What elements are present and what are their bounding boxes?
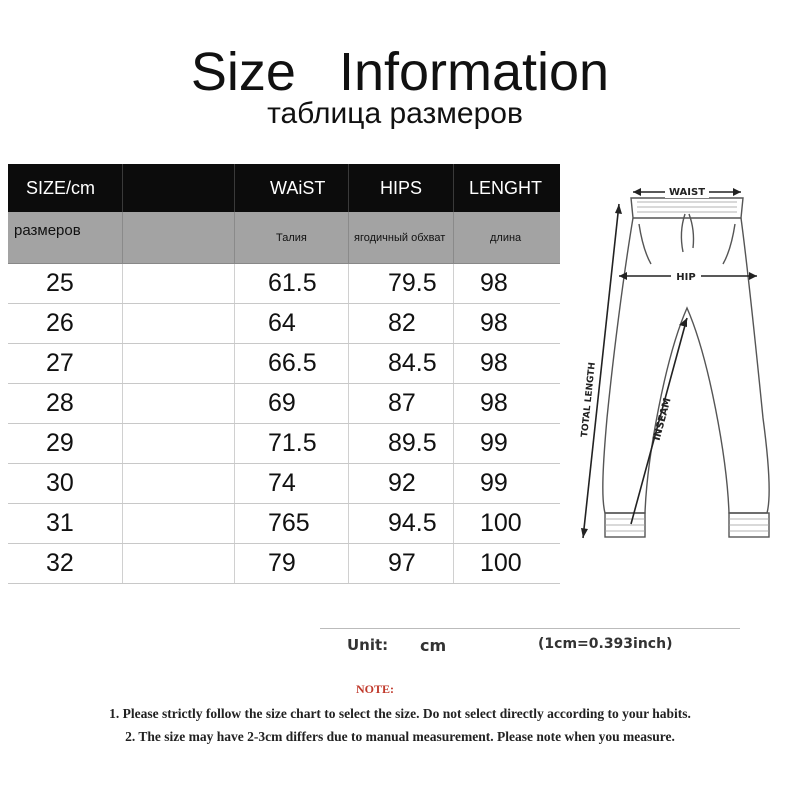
note-heading: NOTE: bbox=[356, 682, 395, 696]
header-size: SIZE/cm bbox=[26, 177, 96, 198]
cell-hips: 82 bbox=[388, 309, 416, 337]
table-subheader-row bbox=[8, 212, 560, 264]
subheader-length: длина bbox=[490, 231, 522, 244]
cell-waist: 79 bbox=[268, 549, 296, 577]
subheader-waist: Талия bbox=[276, 231, 307, 244]
cell-length: 98 bbox=[480, 349, 508, 377]
cell-waist: 765 bbox=[268, 509, 310, 537]
cell-size: 26 bbox=[46, 309, 74, 337]
cell-waist: 61.5 bbox=[268, 269, 317, 297]
table-row bbox=[8, 264, 560, 304]
cell-waist: 71.5 bbox=[268, 429, 317, 457]
cell-size: 28 bbox=[46, 389, 74, 417]
total-length-label: TOTAL LENGTH bbox=[580, 361, 598, 438]
subheader-hips: ягодичный обхват bbox=[354, 231, 446, 244]
unit-label: Unit: bbox=[347, 636, 389, 654]
note-line-1: 1. Please strictly follow the size chart to select the size. Do not select directly according to your habits. bbox=[109, 706, 691, 721]
cell-waist: 74 bbox=[268, 469, 296, 497]
cell-hips: 84.5 bbox=[388, 349, 437, 377]
table-row bbox=[8, 384, 560, 424]
cell-waist: 69 bbox=[268, 389, 296, 417]
size-table bbox=[8, 164, 560, 584]
cell-length: 99 bbox=[480, 469, 508, 497]
cell-length: 98 bbox=[480, 389, 508, 417]
table-row bbox=[8, 424, 560, 464]
header-waist: WAiST bbox=[270, 177, 326, 198]
cell-size: 30 bbox=[46, 469, 74, 497]
cell-hips: 79.5 bbox=[388, 269, 437, 297]
table-header-row bbox=[8, 164, 560, 212]
unit-value: cm bbox=[420, 636, 447, 655]
table-row bbox=[8, 504, 560, 544]
header-hips: HIPS bbox=[380, 177, 423, 198]
cell-size: 27 bbox=[46, 349, 74, 377]
header-length: LENGHT bbox=[469, 177, 543, 198]
table-row bbox=[8, 464, 560, 504]
note-line-2: 2. The size may have 2-3cm differs due to manual measurement. Please note when you measure. bbox=[125, 729, 675, 744]
cell-length: 99 bbox=[480, 429, 508, 457]
cell-hips: 97 bbox=[388, 549, 416, 577]
unit-conversion: (1cm=0.393inch) bbox=[538, 636, 673, 652]
cell-length: 100 bbox=[480, 549, 522, 577]
cell-hips: 89.5 bbox=[388, 429, 437, 457]
cell-size: 29 bbox=[46, 429, 74, 457]
table-row bbox=[8, 544, 560, 584]
cell-waist: 66.5 bbox=[268, 349, 317, 377]
cell-hips: 94.5 bbox=[388, 509, 437, 537]
inseam-label: INSEAM bbox=[651, 396, 674, 442]
pants-diagram bbox=[567, 168, 779, 580]
cell-size: 25 bbox=[46, 269, 74, 297]
waist-label: WAIST bbox=[668, 187, 706, 198]
hip-label: HIP bbox=[676, 272, 696, 283]
cell-length: 98 bbox=[480, 269, 508, 297]
cell-size: 32 bbox=[46, 549, 74, 577]
page-subtitle: таблица размеров bbox=[267, 97, 523, 130]
cell-length: 98 bbox=[480, 309, 508, 337]
cell-size: 31 bbox=[46, 509, 74, 537]
cell-length: 100 bbox=[480, 509, 522, 537]
table-row bbox=[8, 304, 560, 344]
page-title: Size Information bbox=[190, 42, 610, 102]
table-row bbox=[8, 344, 560, 384]
cell-waist: 64 bbox=[268, 309, 296, 337]
subheader-size: размеров bbox=[14, 222, 81, 239]
cell-hips: 92 bbox=[388, 469, 416, 497]
unit-divider bbox=[320, 628, 740, 629]
cell-hips: 87 bbox=[388, 389, 416, 417]
